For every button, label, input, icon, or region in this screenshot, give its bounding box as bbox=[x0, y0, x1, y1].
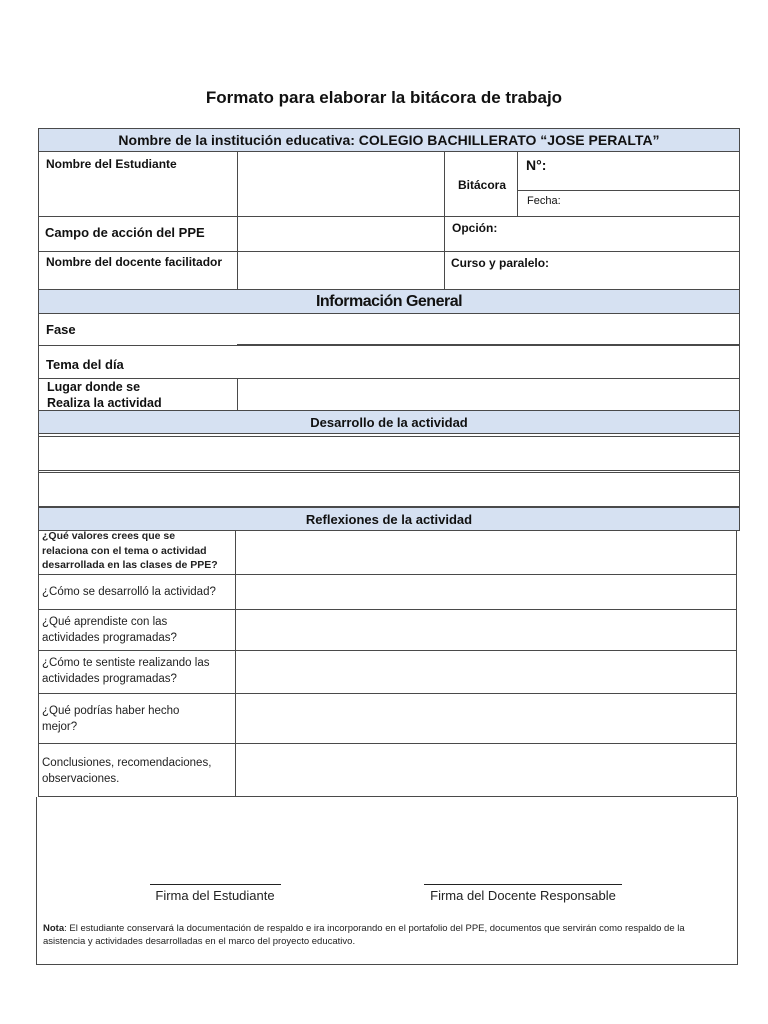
answer-feelings[interactable] bbox=[238, 652, 735, 692]
student-name-label: Nombre del Estudiante bbox=[46, 157, 177, 171]
answer-learned[interactable] bbox=[238, 611, 735, 649]
question-values-line2: relaciona con el tema o actividad bbox=[42, 544, 207, 557]
student-name-field[interactable] bbox=[240, 153, 442, 215]
topic-field[interactable] bbox=[240, 347, 738, 377]
question-conclusions-line1: Conclusiones, recomendaciones, bbox=[42, 757, 212, 769]
question-conclusions bbox=[42, 755, 234, 787]
place-label-line1: Lugar donde se bbox=[47, 380, 141, 394]
phase-field[interactable] bbox=[240, 315, 738, 343]
field-input[interactable] bbox=[240, 218, 442, 250]
question-improve bbox=[42, 703, 234, 735]
course-label: Curso y paralelo: bbox=[451, 256, 550, 270]
institution-header: Nombre de la institución educativa: COLEGIO BACHILLERATO “JOSE PERALTA” bbox=[38, 128, 740, 152]
question-feelings-line2: actividades programadas? bbox=[42, 673, 177, 685]
question-feelings bbox=[42, 655, 234, 687]
document-title: Formato para elaborar la bitácora de trabajo bbox=[205, 88, 563, 107]
question-values bbox=[42, 529, 234, 573]
question-values-line1: ¿Qué valores crees que se bbox=[42, 530, 176, 542]
number-label: N°: bbox=[526, 157, 547, 173]
answer-improve[interactable] bbox=[238, 695, 735, 742]
reflections-header: Reflexiones de la actividad bbox=[38, 507, 740, 531]
general-info-header: Información General bbox=[38, 289, 740, 314]
place-label-line2: Realiza la actividad bbox=[47, 396, 162, 410]
development-header: Desarrollo de la actividad bbox=[38, 410, 740, 434]
question-learned bbox=[42, 614, 234, 646]
question-values-line3: desarrollada en las clases de PPE? bbox=[42, 559, 218, 571]
student-signature-label: Firma del Estudiante bbox=[155, 888, 275, 903]
teacher-signature-label: Firma del Docente Responsable bbox=[430, 888, 616, 903]
question-conclusions-line2: observaciones. bbox=[42, 773, 120, 785]
question-improve-line1: ¿Qué podrías haber hecho bbox=[42, 705, 180, 717]
footer-note bbox=[43, 922, 728, 948]
teacher-signature-line[interactable] bbox=[424, 884, 622, 885]
note-text: : El estudiante conservará la documentación de respaldo e ira incorporando en el portafolio del PPE, documentos que servirán como respaldo de la asistencia y actividades desarrolladas en el marco del proyecto educativo. bbox=[43, 923, 685, 947]
student-signature-line[interactable] bbox=[150, 884, 281, 885]
development-row-2[interactable] bbox=[40, 474, 738, 505]
development-row-1[interactable] bbox=[40, 438, 738, 469]
option-label: Opción: bbox=[452, 221, 498, 235]
number-field[interactable] bbox=[560, 153, 738, 189]
answer-conclusions[interactable] bbox=[238, 745, 735, 796]
place-field[interactable] bbox=[240, 380, 738, 409]
question-improve-line2: mejor? bbox=[42, 721, 78, 733]
bitacora-label: Bitácora bbox=[458, 178, 507, 192]
answer-development[interactable] bbox=[238, 576, 735, 608]
answer-values[interactable] bbox=[238, 532, 735, 573]
question-development: ¿Cómo se desarrolló la actividad? bbox=[42, 586, 216, 598]
question-feelings-line1: ¿Cómo te sentiste realizando las bbox=[42, 657, 210, 669]
field-label: Campo de acción del PPE bbox=[45, 225, 205, 240]
date-field[interactable] bbox=[570, 192, 738, 215]
topic-label: Tema del día bbox=[46, 357, 124, 372]
place-label bbox=[47, 379, 235, 411]
teacher-field[interactable] bbox=[240, 253, 442, 288]
question-learned-line2: actividades programadas? bbox=[42, 632, 177, 644]
phase-label: Fase bbox=[46, 322, 76, 337]
question-learned-line1: ¿Qué aprendiste con las bbox=[42, 616, 168, 628]
teacher-label: Nombre del docente facilitador bbox=[46, 255, 223, 269]
date-label: Fecha: bbox=[527, 195, 561, 207]
note-bold: Nota bbox=[43, 923, 65, 934]
